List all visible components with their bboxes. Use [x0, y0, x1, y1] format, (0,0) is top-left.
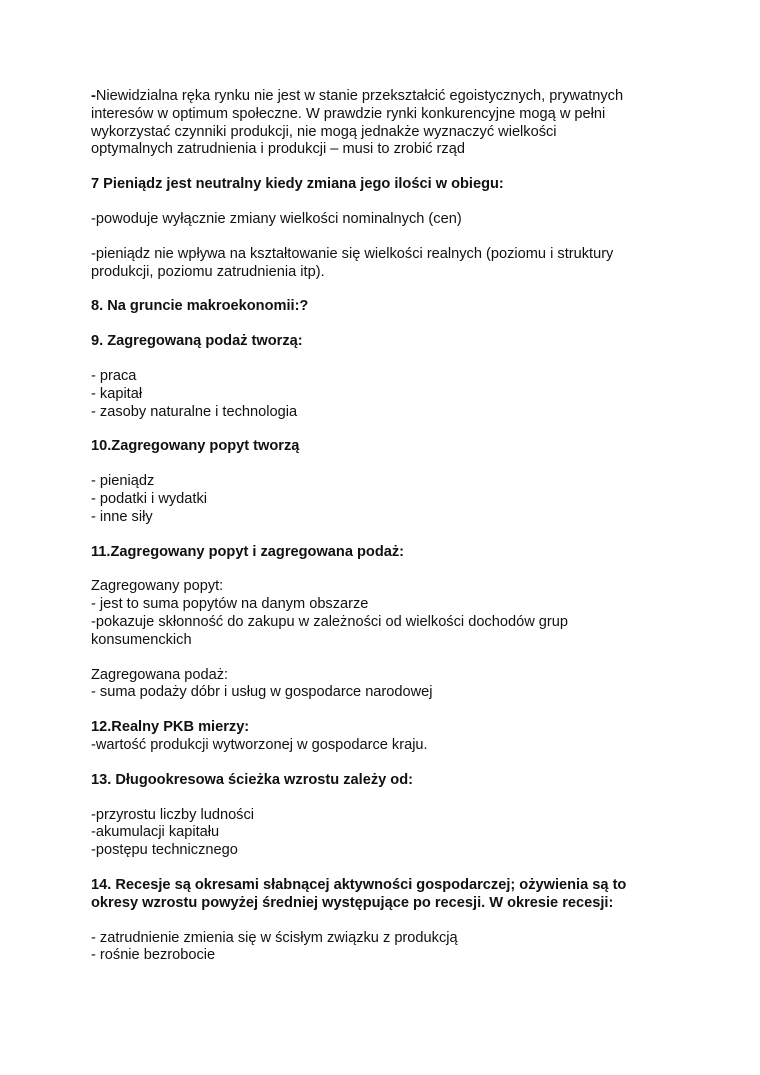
list-item: - podatki i wydatki — [91, 490, 207, 507]
subheading: Zagregowana podaż: — [91, 666, 229, 683]
question-9-heading: 9. Zagregowaną podaż tworzą: — [91, 333, 303, 350]
paragraph-line: wykorzystać czynniki produkcji, nie mogą jednakże wyznaczyć wielkości — [91, 123, 557, 140]
list-item: -postępu technicznego — [91, 842, 238, 859]
question-13-heading: 13. Długookresowa ścieżka wzrostu zależy od: — [91, 771, 413, 788]
list-item: - praca — [91, 367, 137, 384]
question-10-heading: 10.Zagregowany popyt tworzą — [91, 438, 300, 455]
question-10-list — [91, 473, 681, 526]
question-7-heading: 7 Pieniądz jest neutralny kiedy zmiana jego ilości w obiegu: — [91, 176, 504, 193]
paragraph-invisible-hand — [91, 88, 681, 159]
question-12-heading: 12.Realny PKB mierzy: — [91, 719, 250, 736]
paragraph-text: Niewidzialna ręka rynku nie jest w stanie przekształcić egoistycznych, prywatnych — [95, 88, 624, 104]
list-item: - zasoby naturalne i technologia — [91, 403, 298, 420]
heading-line: 14. Recesje są okresami słabnącej aktywności gospodarczej; ożywienia są to — [91, 876, 627, 893]
list-item: - kapitał — [91, 385, 143, 402]
subheading: Zagregowany popyt: — [91, 578, 224, 595]
list-item: - jest to suma popytów na danym obszarze — [91, 596, 369, 613]
question-12 — [91, 719, 681, 755]
paragraph-line — [91, 88, 681, 106]
list-item: konsumenckich — [91, 631, 192, 648]
question-8-heading: 8. Na gruncie makroekonomii:? — [91, 298, 309, 315]
list-item: -akumulacji kapitału — [91, 824, 220, 841]
list-item: - rośnie bezrobocie — [91, 947, 216, 964]
question-11-heading: 11.Zagregowany popyt i zagregowana podaż: — [91, 543, 405, 560]
question-7-answer-1: -powoduje wyłącznie zmiany wielkości nominalnych (cen) — [91, 210, 462, 227]
list-item: -przyrostu liczby ludności — [91, 806, 255, 823]
heading-line: okresy wzrostu powyżej średniej występujące po recesji. W okresie recesji: — [91, 894, 614, 911]
list-item: -pokazuje skłonność do zakupu w zależności od wielkości dochodów grup — [91, 613, 568, 630]
question-14-list — [91, 930, 681, 966]
question-13-list — [91, 807, 681, 860]
document-page — [91, 88, 681, 965]
question-14-heading — [91, 877, 681, 913]
paragraph-line: optymalnych zatrudnienia i produkcji – musi to zrobić rząd — [91, 141, 465, 158]
list-item: - zatrudnienie zmienia się w ścisłym związku z produkcją — [91, 929, 458, 946]
list-item: - inne siły — [91, 508, 153, 525]
list-item: - suma podaży dóbr i usług w gospodarce narodowej — [91, 684, 433, 701]
paragraph-dash: - — [91, 88, 96, 104]
question-9-list — [91, 368, 681, 421]
list-item: - pieniądz — [91, 473, 155, 490]
answer-line: produkcji, poziomu zatrudnienia itp). — [91, 263, 325, 280]
question-12-answer: -wartość produkcji wytworzonej w gospodarce kraju. — [91, 736, 428, 753]
answer-line: -pieniądz nie wpływa na kształtowanie się wielkości realnych (poziomu i struktury — [91, 245, 614, 262]
question-11-supply — [91, 667, 681, 703]
paragraph-line: interesów w optimum społeczne. W prawdzie rynki konkurencyjne mogą w pełni — [91, 105, 606, 122]
question-7-answer-2 — [91, 246, 681, 282]
question-11-demand — [91, 578, 681, 649]
